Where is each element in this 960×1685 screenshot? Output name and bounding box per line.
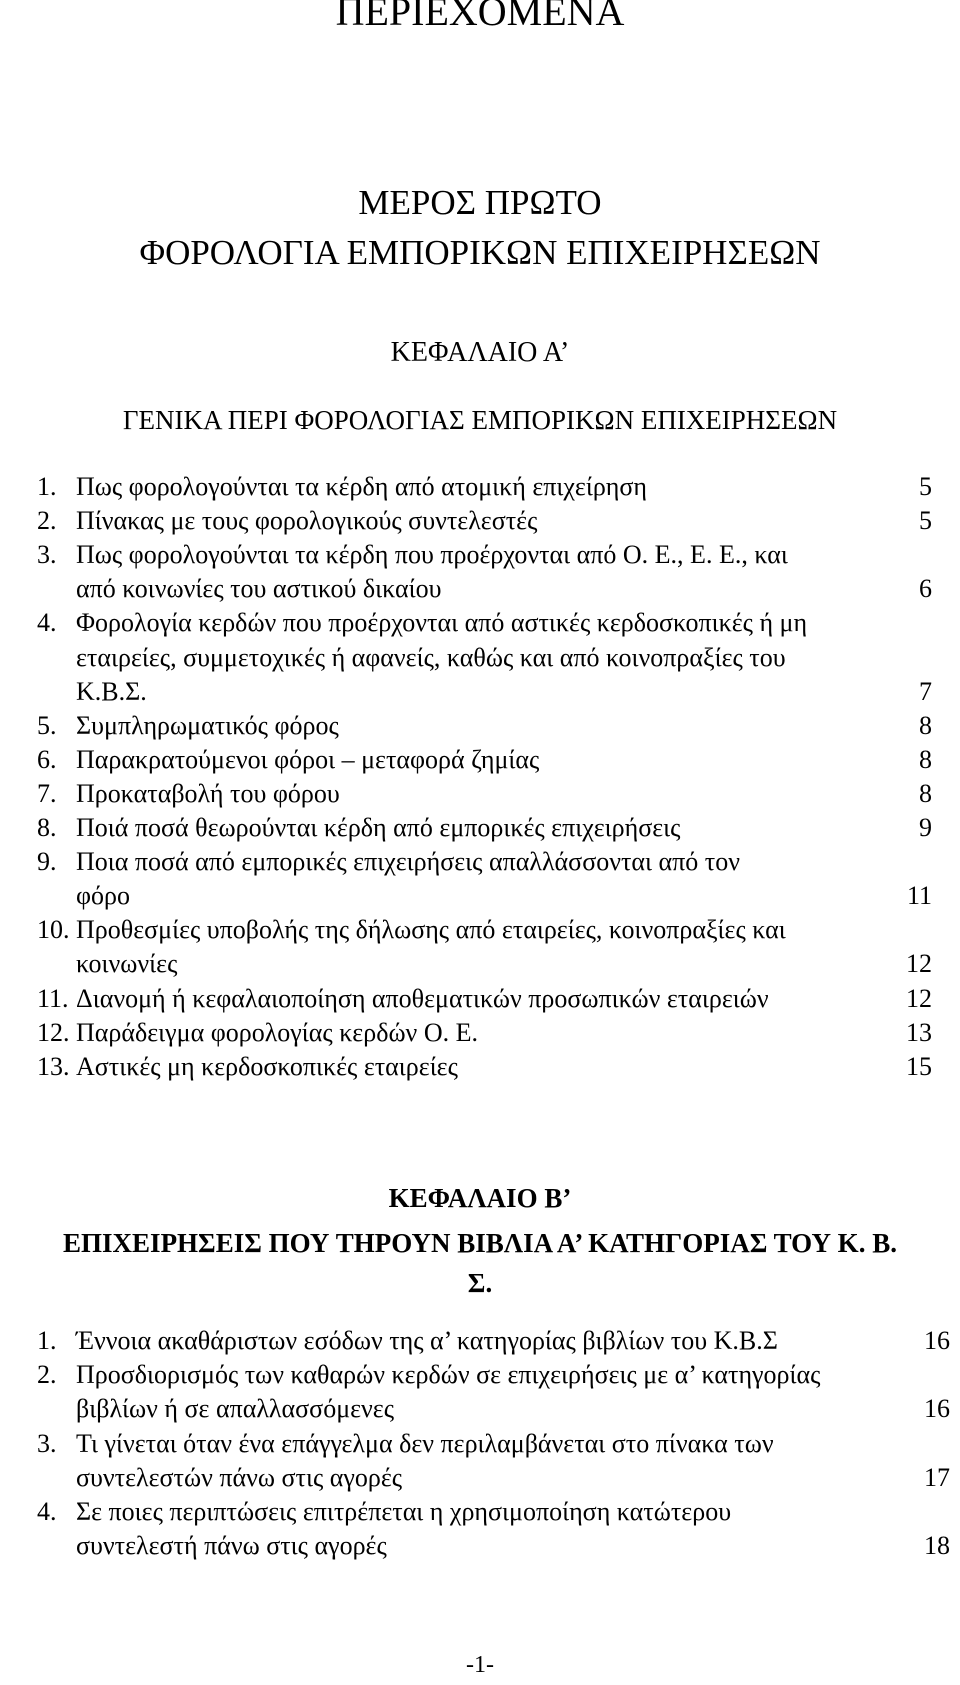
toc-entry-text: Πίνακας με τους φορολογικούς συντελεστές: [76, 506, 538, 536]
toc-entry-text: Πως φορολογούνται τα κέρδη από ατομική επιχείρηση: [76, 472, 647, 501]
toc-entry-page: 16: [924, 1326, 950, 1355]
toc-entry-number: 7.: [37, 778, 57, 808]
toc-entry-text: κοινωνίες: [76, 949, 178, 979]
toc-entry-text: Προσδιορισμός των καθαρών κερδών σε επιχειρήσεις με α’ κατηγορίας: [76, 1360, 821, 1390]
chapter-a-subtitle: ΓΕΝΙΚΑ ΠΕΡΙ ΦΟΡΟΛΟΓΙΑΣ ΕΜΠΟΡΙΚΩΝ ΕΠΙΧΕΙΡΗΣΕΩΝ: [122, 405, 838, 435]
toc-entry-text: συντελεστή πάνω στις αγορές: [76, 1531, 387, 1561]
toc-entry-page: 13: [906, 1017, 932, 1047]
toc-entry-page: 16: [924, 1394, 950, 1424]
toc-entry-page: 12: [906, 949, 932, 979]
toc-entry-text: Προθεσμίες υποβολής της δήλωσης από εταιρείες, κοινοπραξίες και: [76, 915, 786, 945]
toc-entry-number: 4.: [37, 608, 57, 638]
toc-entry-number: 12.: [37, 1017, 70, 1047]
toc-entry-number: 11.: [37, 983, 69, 1013]
toc-entry-number: 1.: [37, 1326, 57, 1355]
toc-entry-text: συντελεστών πάνω στις αγορές: [76, 1462, 403, 1492]
toc-entry-text: Τι γίνεται όταν ένα επάγγελμα δεν περιλαμβάνεται στο πίνακα των: [76, 1428, 774, 1458]
toc-entry-page: 8: [919, 778, 932, 808]
toc-entry-number: 8.: [37, 813, 57, 842]
toc-entry-text: Αστικές μη κερδοσκοπικές εταιρείες: [76, 1051, 458, 1081]
toc-entry-text: Συμπληρωματικός φόρος: [76, 710, 339, 740]
toc-entry-page: 12: [906, 983, 932, 1013]
toc-entry-text: Φορολογία κερδών που προέρχονται από αστικές κερδοσκοπικές ή μη: [76, 608, 808, 638]
chapter-b-subtitle-line1: ΕΠΙΧΕΙΡΗΣΕΙΣ ΠΟΥ ΤΗΡΟΥΝ ΒΙΒΛΙΑ Α’ ΚΑΤΗΓΟΡΙΑΣ ΤΟΥ Κ. Β.: [63, 1228, 897, 1258]
toc-entry-text: από κοινωνίες του αστικού δικαίου: [76, 574, 442, 604]
toc-entry-text: φόρο: [76, 881, 130, 911]
toc-entry-page: 8: [919, 710, 932, 740]
toc-entry-number: 1.: [37, 472, 57, 501]
toc-entry-text: Διανομή ή κεφαλαιοποίηση αποθεματικών προσωπικών εταιρειών: [76, 983, 769, 1013]
part-heading-line2: ΦΟΡΟΛΟΓΙΑ ΕΜΠΟΡΙΚΩΝ ΕΠΙΧΕΙΡΗΣΕΩΝ: [139, 233, 821, 272]
toc-entry-text: Ποιά ποσά θεωρούνται κέρδη από εμπορικές επιχειρήσεις: [76, 813, 681, 842]
toc-entry-number: 9.: [37, 847, 57, 877]
toc-entry-number: 13.: [37, 1051, 70, 1081]
toc-entry-text: βιβλίων ή σε απαλλασσόμενες: [76, 1394, 395, 1424]
toc-entry-text: Πως φορολογούνται τα κέρδη που προέρχονται από Ο. Ε., Ε. Ε., και: [76, 540, 788, 570]
toc-entry-number: 4.: [37, 1497, 57, 1526]
toc-entry-page: 6: [919, 574, 932, 604]
toc-entry-number: 5.: [37, 710, 57, 740]
toc-entry-page: 5: [919, 472, 932, 501]
part-heading-line1: ΜΕΡΟΣ ΠΡΩΤΟ: [358, 183, 602, 222]
toc-entry-number: 6.: [37, 744, 57, 774]
toc-entry-number: 2.: [37, 506, 57, 536]
toc-entry-page: 9: [919, 813, 932, 842]
chapter-a-title: ΚΕΦΑΛΑΙΟ Α’: [390, 337, 570, 368]
page-title: ΠΕΡΙΕΧΟΜΕΝΑ: [335, 0, 625, 34]
toc-entry-number: 2.: [37, 1360, 57, 1390]
toc-entry-number: 3.: [37, 540, 57, 570]
toc-entry-page: 7: [919, 676, 932, 706]
toc-entry-page: 11: [906, 881, 932, 911]
toc-entry-text: Έννοια ακαθάριστων εσόδων της α’ κατηγορίας βιβλίων του Κ.Β.Σ: [76, 1326, 778, 1355]
chapter-b-title: ΚΕΦΑΛΑΙΟ Β’: [388, 1183, 572, 1213]
toc-entry-text: Σε ποιες περιπτώσεις επιτρέπεται η χρησιμοποίηση κατώτερου: [76, 1497, 732, 1526]
toc-entry-page: 18: [924, 1531, 950, 1561]
toc-entry-page: 8: [919, 744, 932, 774]
toc-entry-text: Προκαταβολή του φόρου: [76, 778, 340, 808]
toc-entry-text: Κ.Β.Σ.: [76, 676, 147, 706]
toc-entry-number: 10.: [37, 915, 70, 945]
chapter-b-subtitle-line2: Σ.: [467, 1268, 493, 1298]
toc-entry-number: 3.: [37, 1428, 57, 1458]
toc-entry-text: Παρακρατούμενοι φόροι – μεταφορά ζημίας: [76, 744, 540, 774]
toc-entry-page: 5: [919, 506, 932, 536]
page-number: -1-: [466, 1652, 494, 1678]
part-heading: [0, 178, 960, 278]
toc-entry-text: Ποια ποσά από εμπορικές επιχειρήσεις απαλλάσσονται από τον: [76, 847, 740, 877]
toc-entry-page: 15: [906, 1051, 932, 1081]
toc-entry-text: Παράδειγμα φορολογίας κερδών Ο. Ε.: [76, 1017, 478, 1047]
chapter-b-subtitle: [0, 1223, 960, 1303]
toc-entry-page: 17: [924, 1462, 950, 1492]
toc-entry-text: εταιρείες, συμμετοχικές ή αφανείς, καθώς και από κοινοπραξίες του: [76, 642, 786, 672]
